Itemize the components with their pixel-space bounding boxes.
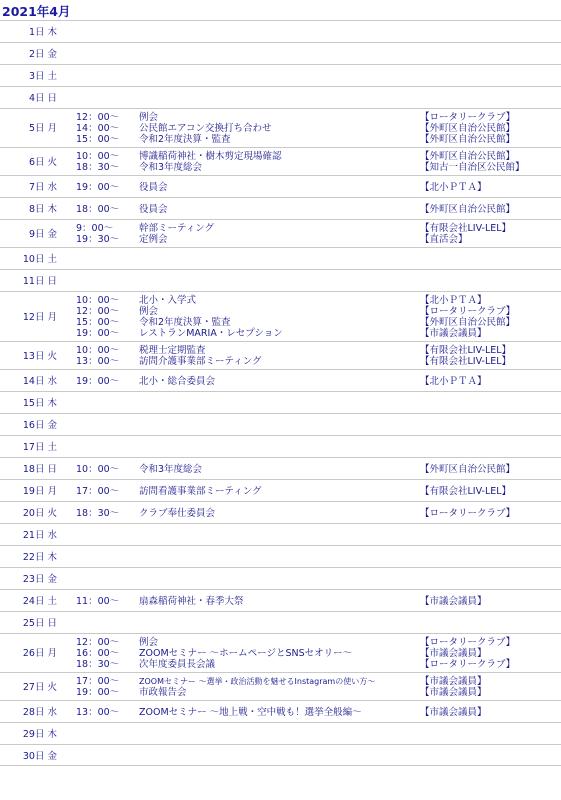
event-place: 【北小ＰＴＡ】 [420, 375, 487, 387]
day-row [0, 391, 561, 413]
event-line [0, 182, 561, 193]
schedule-table [0, 20, 561, 766]
day-number: 21日 [22, 529, 45, 541]
event-line [0, 676, 561, 687]
day-row [0, 722, 561, 744]
day-label [0, 530, 57, 541]
event-place: 【ロータリークラブ】 [420, 659, 516, 670]
day-number: 30日 [22, 750, 45, 762]
day-row [0, 269, 561, 291]
day-row [0, 219, 561, 247]
event-time: 17：00～ [76, 485, 120, 497]
event-time: 18：30～ [76, 507, 120, 519]
day-row [0, 744, 561, 766]
day-label [0, 618, 57, 629]
day-row [0, 86, 561, 108]
event-time: 12：00～ [76, 306, 120, 317]
weekday: 水 [47, 706, 57, 718]
event-line [0, 162, 561, 173]
event-time: 10：00～ [76, 345, 120, 356]
weekday: 日 [47, 92, 57, 104]
day-row [0, 457, 561, 479]
event-place: 【市議会議員】 [420, 595, 487, 607]
event-time: 14：00～ [76, 123, 120, 134]
event-time: 10：00～ [76, 463, 120, 475]
event-line [0, 596, 561, 607]
event-place: 【有限会社LIV-LEL】 [420, 345, 512, 356]
day-label [0, 552, 57, 563]
day-row [0, 501, 561, 523]
event-time: 10：00～ [76, 295, 120, 306]
weekday: 金 [47, 750, 57, 762]
day-number: 5日 [28, 123, 45, 134]
day-row [0, 197, 561, 219]
weekday: 火 [47, 350, 57, 362]
weekday: 月 [47, 311, 57, 323]
event-line [0, 317, 561, 328]
weekday: 金 [47, 48, 57, 60]
day-label [0, 398, 57, 409]
day-label [0, 574, 57, 585]
event-line [0, 123, 561, 134]
day-number: 18日 [22, 463, 45, 475]
event-line [0, 637, 561, 648]
event-time: 18：00～ [76, 203, 120, 215]
event-title: 例会 [139, 306, 159, 317]
day-row [0, 42, 561, 64]
event-title: 博識稲荷神社・樹木剪定現場確認 [139, 151, 282, 162]
day-number: 27日 [22, 681, 45, 693]
event-place: 【市議会議員】 [420, 648, 487, 659]
event-place: 【直活会】 [420, 234, 468, 245]
event-line [0, 659, 561, 670]
event-title: 幹部ミーティング [139, 223, 215, 234]
event-title: 令和3年度総会 [139, 463, 203, 475]
day-number: 25日 [22, 617, 45, 629]
day-label [0, 49, 57, 60]
day-number: 20日 [22, 507, 45, 519]
day-number: 24日 [22, 595, 45, 607]
day-label [0, 420, 57, 431]
day-number: 2日 [28, 48, 45, 60]
event-title: 訪問介護事業部ミーティング [139, 356, 262, 367]
event-place: 【外町区自治公民館】 [420, 123, 516, 134]
weekday: 土 [47, 70, 57, 82]
day-row [0, 64, 561, 86]
event-line [0, 356, 561, 367]
day-number: 16日 [22, 419, 45, 431]
event-time: 19：00～ [76, 687, 120, 698]
event-time: 19：30～ [76, 234, 120, 245]
event-time: 13：00～ [76, 356, 120, 367]
event-place: 【市議会議員】 [420, 676, 487, 687]
day-row [0, 413, 561, 435]
weekday: 日 [47, 617, 57, 629]
day-row [0, 20, 561, 42]
event-time: 16：00～ [76, 648, 120, 659]
day-row [0, 633, 561, 672]
weekday: 木 [47, 728, 57, 740]
event-title: 訪問看護事業部ミーティング [139, 485, 262, 497]
event-time: 11：00～ [76, 595, 120, 607]
event-title: 公民館エアコン交換打ち合わせ [139, 123, 272, 134]
event-line [0, 295, 561, 306]
day-row [0, 523, 561, 545]
event-title: 次年度委員長会議 [139, 659, 216, 670]
event-time: 15：00～ [76, 134, 120, 145]
event-place: 【北小ＰＴＡ】 [420, 181, 487, 193]
day-number: 14日 [22, 375, 45, 387]
event-title: 北小・総合委員会 [139, 375, 216, 387]
weekday: 金 [47, 573, 57, 585]
day-number: 12日 [22, 311, 45, 323]
day-number: 3日 [28, 70, 45, 82]
weekday: 木 [47, 551, 57, 563]
event-line [0, 707, 561, 718]
event-line [0, 306, 561, 317]
event-title: 市政報告会 [139, 687, 187, 698]
day-number: 13日 [22, 350, 45, 362]
event-line [0, 687, 561, 698]
event-time: 18：30～ [76, 659, 120, 670]
weekday: 金 [47, 419, 57, 431]
weekday: 火 [47, 507, 57, 519]
day-row [0, 435, 561, 457]
weekday: 木 [47, 203, 57, 215]
event-line [0, 376, 561, 387]
weekday: 月 [47, 485, 57, 497]
day-number: 8日 [28, 203, 45, 215]
event-time: 17：00～ [76, 676, 120, 687]
day-row [0, 545, 561, 567]
event-title: 令和3年度総会 [139, 162, 203, 173]
day-row [0, 589, 561, 611]
weekday: 火 [47, 156, 57, 168]
day-number: 28日 [22, 706, 45, 718]
day-number: 15日 [22, 397, 45, 409]
day-label [0, 751, 57, 762]
event-place: 【ロータリークラブ】 [420, 306, 516, 317]
day-number: 11日 [22, 275, 45, 287]
day-number: 6日 [28, 156, 45, 168]
weekday: 日 [47, 463, 57, 475]
day-row [0, 108, 561, 147]
event-time: 15：00～ [76, 317, 120, 328]
day-label [0, 27, 57, 38]
weekday: 土 [47, 595, 57, 607]
day-number: 26日 [22, 648, 45, 659]
day-label [0, 93, 57, 104]
day-row [0, 369, 561, 391]
day-row [0, 341, 561, 369]
event-time: 19：00～ [76, 375, 120, 387]
event-place: 【市議会議員】 [420, 328, 487, 339]
event-title: 役員会 [139, 181, 168, 193]
event-time: 18：30～ [76, 162, 120, 173]
day-number: 1日 [28, 26, 45, 38]
event-place: 【有限会社LIV-LEL】 [420, 485, 512, 497]
event-time: 19：00～ [76, 328, 120, 339]
weekday: 日 [47, 275, 57, 287]
event-title: 扇森稲荷神社・春季大祭 [139, 595, 244, 607]
event-place: 【市議会議員】 [420, 706, 487, 718]
weekday: 月 [47, 648, 57, 659]
day-row [0, 147, 561, 175]
day-row [0, 175, 561, 197]
event-title: レストランMARIA・レセプション [139, 328, 283, 339]
event-title: 令和2年度決算・監査 [139, 134, 231, 145]
event-line [0, 234, 561, 245]
weekday: 水 [47, 181, 57, 193]
event-title: 例会 [139, 112, 159, 123]
day-row [0, 611, 561, 633]
weekday: 水 [47, 529, 57, 541]
event-place: 【外町区自治公民館】 [420, 317, 516, 328]
event-time: 12：00～ [76, 637, 120, 648]
event-place: 【知古一自治区公民館】 [420, 162, 525, 173]
weekday: 土 [47, 253, 57, 265]
event-place: 【外町区自治公民館】 [420, 151, 516, 162]
event-line [0, 328, 561, 339]
event-place: 【外町区自治公民館】 [420, 463, 516, 475]
day-number: 22日 [22, 551, 45, 563]
day-number: 10日 [22, 253, 45, 265]
day-row [0, 291, 561, 341]
weekday: 水 [47, 375, 57, 387]
day-label [0, 276, 57, 287]
event-title: 役員会 [139, 203, 168, 215]
day-label [0, 729, 57, 740]
day-number: 4日 [28, 92, 45, 104]
day-row [0, 247, 561, 269]
event-line [0, 345, 561, 356]
event-line [0, 151, 561, 162]
event-title: ZOOMセミナー ～ホームページとSNSセオリー～ [139, 648, 353, 659]
event-time: 19：00～ [76, 181, 120, 193]
weekday: 木 [47, 26, 57, 38]
weekday: 火 [47, 681, 57, 693]
day-label [0, 254, 57, 265]
day-row [0, 567, 561, 589]
event-title: 定例会 [139, 234, 168, 245]
day-number: 17日 [22, 441, 45, 453]
event-place: 【ロータリークラブ】 [420, 507, 516, 519]
day-label [0, 71, 57, 82]
day-number: 19日 [22, 485, 45, 497]
day-row [0, 672, 561, 700]
event-place: 【北小ＰＴＡ】 [420, 295, 487, 306]
event-line [0, 223, 561, 234]
day-number: 23日 [22, 573, 45, 585]
event-place: 【有限会社LIV-LEL】 [420, 223, 512, 234]
event-line [0, 648, 561, 659]
weekday: 土 [47, 441, 57, 453]
day-number: 29日 [22, 728, 45, 740]
day-row [0, 700, 561, 722]
weekday: 月 [47, 123, 57, 134]
event-time: 12：00～ [76, 112, 120, 123]
event-place: 【外町区自治公民館】 [420, 203, 516, 215]
event-line [0, 464, 561, 475]
day-number: 9日 [28, 228, 45, 240]
day-label [0, 442, 57, 453]
event-title: ZOOMセミナー ～地上戦・空中戦も！選挙全般編～ [139, 706, 362, 718]
event-line [0, 204, 561, 215]
page-title: 2021年4月 [2, 4, 71, 19]
weekday: 木 [47, 397, 57, 409]
event-line [0, 112, 561, 123]
event-title: 税理士定期監査 [139, 345, 206, 356]
event-line [0, 134, 561, 145]
event-place: 【外町区自治公民館】 [420, 134, 516, 145]
event-place: 【市議会議員】 [420, 687, 487, 698]
event-title: ZOOMセミナー ～選挙・政治活動を魅せるInstagramの使い方～ [139, 677, 376, 686]
event-title: クラブ奉仕委員会 [139, 507, 216, 519]
event-line [0, 486, 561, 497]
event-line [0, 508, 561, 519]
event-title: 令和2年度決算・監査 [139, 317, 231, 328]
day-number: 7日 [28, 181, 45, 193]
event-title: 北小・入学式 [139, 295, 197, 306]
event-time: 9：00～ [76, 223, 114, 234]
event-place: 【ロータリークラブ】 [420, 112, 516, 123]
event-time: 10：00～ [76, 151, 120, 162]
event-place: 【有限会社LIV-LEL】 [420, 356, 512, 367]
event-place: 【ロータリークラブ】 [420, 637, 516, 648]
event-title: 例会 [139, 637, 159, 648]
day-row [0, 479, 561, 501]
event-time: 13：00～ [76, 706, 120, 718]
weekday: 金 [47, 228, 57, 240]
